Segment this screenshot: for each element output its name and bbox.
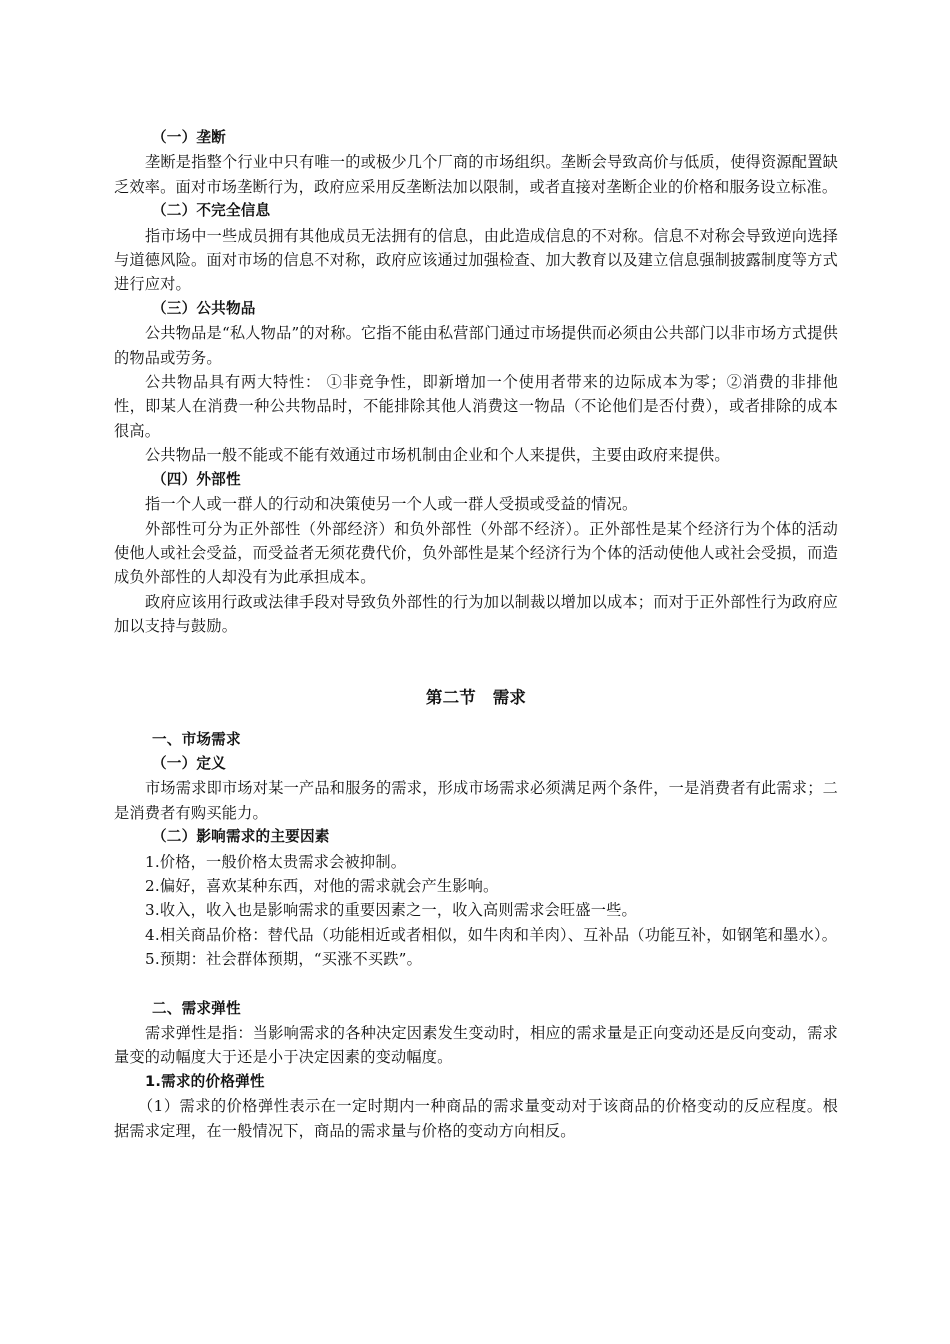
heading-demand-elasticity: 二、需求弹性 [152, 999, 241, 1017]
list-item-factor-5: 5.预期：社会群体预期，“买涨不买跌”。 [145, 950, 423, 969]
heading-incomplete-information: （二）不完全信息 [152, 202, 271, 220]
paragraph-definition: 市场需求即市场对某一产品和服务的需求，形成市场需求必须满足两个条件，一是消费者有此需求；二是消费者有购买能力。 [114, 779, 838, 822]
paragraph-externality-3: 政府应该用行政或法律手段对导致负外部性的行为加以制裁以增加以成本；而对于正外部性行为政府应加以支持与鼓励。 [114, 592, 838, 636]
heading-externality: （四）外部性 [152, 470, 241, 488]
list-item-factor-1: 1.价格，一般价格太贵需求会被抑制。 [145, 852, 407, 871]
section-title: 第二节 需求 [425, 687, 527, 707]
paragraph-externality-1: 指一个人或一群人的行动和决策使另一个人或一群人受损或受益的情况。 [145, 495, 638, 514]
heading-demand-factors: （二）影响需求的主要因素 [152, 828, 330, 846]
heading-market-demand: 一、市场需求 [152, 730, 241, 748]
list-item-factor-3: 3.收入，收入也是影响需求的重要因素之一，收入高则需求会旺盛一些。 [145, 901, 637, 920]
paragraph-public-goods-1: 公共物品是“私人物品”的对称。它指不能由私营部门通过市场提供而必须由公共部门以非市场方式提供的物品或劳务。 [114, 324, 838, 367]
paragraph-externality-2: 外部性可分为正外部性（外部经济）和负外部性（外部不经济）。正外部性是某个经济行为个体的活动使他人或社会受益，而受益者无须花费代价，负外部性是某个经济行为个体的活动使他人或社会受损，而造成负外部性的人却没有为此承担成本。 [114, 519, 838, 587]
spacer [114, 972, 838, 997]
paragraph-monopoly: 垄断是指整个行业中只有唯一的或极少几个厂商的市场组织。垄断会导致高价与低质，使得资源配置缺乏效率。面对市场垄断行为，政府应采用反垄断法加以限制，或者直接对垄断企业的价格和服务设立标准。 [114, 153, 838, 196]
paragraph-public-goods-2: 公共物品具有两大特性： ①非竞争性，即新增加一个使用者带来的边际成本为零；②消费的非排他性，即某人在消费一种公共物品时，不能排除其他人消费这一物品（不论他们是否付费），或者排除的成本很高。 [114, 373, 838, 440]
spacer [114, 716, 838, 728]
heading-monopoly: （一）垄断 [152, 129, 226, 146]
paragraph-public-goods-3: 公共物品一般不能或不能有效通过市场机制由企业和个人来提供，主要由政府来提供。 [145, 446, 730, 465]
heading-public-goods: （三）公共物品 [152, 299, 256, 317]
paragraph-demand-elasticity: 需求弹性是指：当影响需求的各种决定因素发生变动时，相应的需求量是正向变动还是反向变动，需求量变的动幅度大于还是小于决定因素的变动幅度。 [114, 1024, 838, 1067]
paragraph-price-elasticity: （1）需求的价格弹性表示在一定时期内一种商品的需求量变动对于该商品的价格变动的反应程度。根据需求定理，在一般情况下，商品的需求量与价格的变动方向相反。 [114, 1097, 838, 1140]
heading-price-elasticity: 1.需求的价格弹性 [145, 1072, 265, 1090]
paragraph-incomplete-information: 指市场中一些成员拥有其他成员无法拥有的信息，由此造成信息的不对称。信息不对称会导致逆向选择与道德风险。面对市场的信息不对称，政府应该通过加强检查、加大教育以及建立信息强制披露制度等方式进行应对。 [114, 226, 838, 294]
spacer [114, 639, 838, 680]
list-item-factor-4: 4.相关商品价格：替代品（功能相近或者相似，如牛肉和羊肉）、互补品（功能互补，如钢笔和墨水）。 [145, 925, 838, 944]
heading-definition: （一）定义 [152, 754, 226, 772]
document-page [114, 126, 838, 1143]
list-item-factor-2: 2.偏好，喜欢某种东西，对他的需求就会产生影响。 [145, 876, 499, 895]
